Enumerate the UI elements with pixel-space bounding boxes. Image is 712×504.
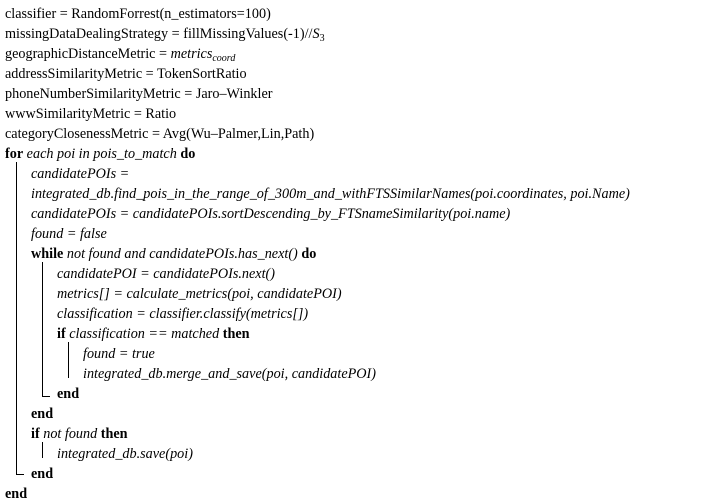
if-matched-body-bar	[68, 342, 69, 378]
missing-data-text: missingDataDealingStrategy = fillMissingValues(-1)//	[5, 26, 313, 42]
s-subscript: 3	[319, 33, 325, 44]
if-not-found-header	[31, 424, 128, 444]
while-do-keyword: do	[301, 246, 317, 262]
geographic-metric-line	[5, 44, 235, 64]
found-true-line: found = true	[83, 346, 155, 362]
while-header	[31, 244, 316, 264]
for-end: end	[5, 486, 28, 502]
candidate-assign-line: candidatePOIs =	[31, 166, 130, 182]
candidate-sort-line: candidatePOIs = candidatePOIs.sortDescending_by_FTSnameSimilarity(poi.name)	[31, 206, 511, 222]
while-condition: not found and candidatePOIs.has_next()	[66, 246, 298, 262]
for-body-bar	[16, 162, 17, 474]
candidate-find-line: integrated_db.find_pois_in_the_range_of_300m_and_withFTSSimilarNames(poi.coordinates, poi.Name)	[31, 186, 630, 202]
if-not-found-condition: not found	[43, 426, 98, 442]
for-keyword: for	[5, 146, 24, 162]
geo-prefix: geographicDistanceMetric =	[5, 46, 171, 62]
then-keyword: then	[222, 326, 250, 342]
merge-line: integrated_db.merge_and_save(poi, candidatePOI)	[83, 366, 377, 382]
if-not-found-end: end	[31, 466, 54, 482]
metrics-line: metrics[] = calculate_metrics(poi, candidatePOI)	[57, 286, 342, 302]
if-matched-condition: classification == matched	[69, 326, 220, 342]
found-false-line: found = false	[31, 226, 107, 242]
classification-line: classification = classifier.classify(metrics[])	[57, 306, 309, 322]
phone-metric-line: phoneNumberSimilarityMetric = Jaro–Winkler	[5, 86, 273, 102]
missing-data-line	[5, 24, 325, 44]
if-keyword: if	[57, 326, 66, 342]
if-not-found-body-bar	[42, 442, 43, 458]
geo-subscript: coord	[212, 53, 236, 64]
while-end: end	[31, 406, 54, 422]
category-metric-line: categoryClosenessMetric = Avg(Wu–Palmer,Lin,Path)	[5, 126, 315, 142]
for-body-hook	[16, 474, 24, 475]
if-matched-end: end	[57, 386, 80, 402]
while-keyword: while	[31, 246, 64, 262]
if-matched-header	[57, 324, 250, 344]
www-metric-line: wwwSimilarityMetric = Ratio	[5, 106, 177, 122]
for-condition: each poi in pois_to_match	[26, 146, 177, 162]
address-metric-line: addressSimilarityMetric = TokenSortRatio	[5, 66, 247, 82]
while-body-bar	[42, 262, 43, 396]
do-keyword: do	[180, 146, 196, 162]
if-keyword: if	[31, 426, 40, 442]
classifier-line: classifier = RandomForrest(n_estimators=100)	[5, 6, 271, 22]
s-symbol: S	[312, 26, 320, 42]
save-line: integrated_db.save(poi)	[57, 446, 193, 462]
candidate-next-line: candidatePOI = candidatePOIs.next()	[57, 266, 275, 282]
while-body-hook	[42, 396, 50, 397]
then-keyword: then	[100, 426, 128, 442]
geo-metric: metrics	[170, 46, 213, 62]
for-header	[5, 144, 195, 164]
